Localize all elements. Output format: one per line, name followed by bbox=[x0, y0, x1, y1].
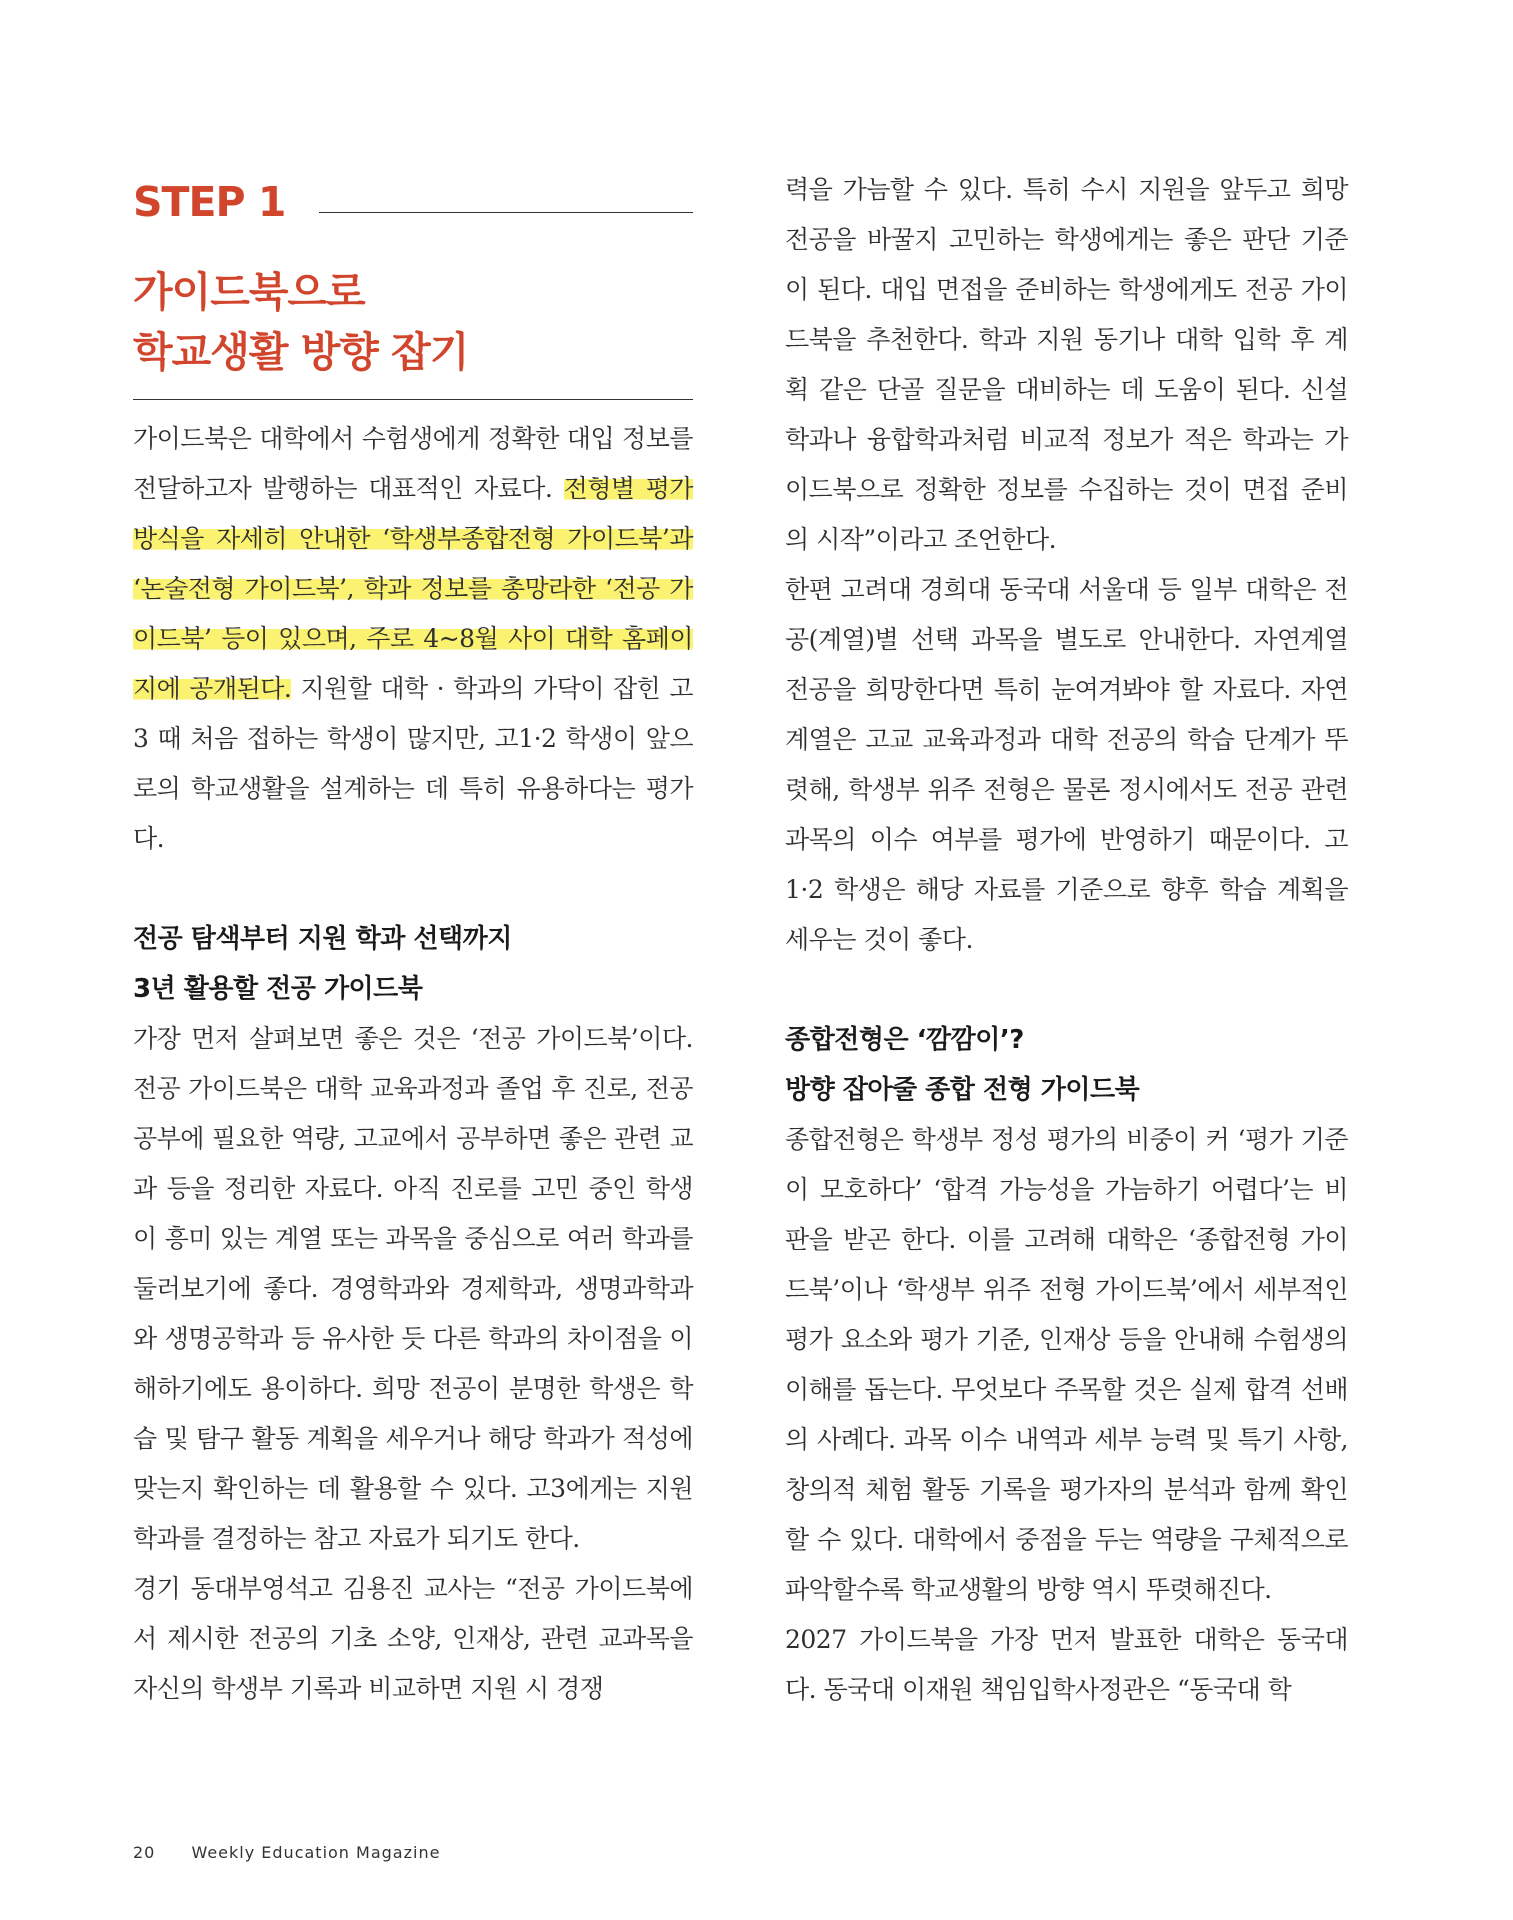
headline-line-2: 학교생활 방향 잡기 bbox=[133, 328, 469, 376]
subheading-comprehensive-line-2: 방향 잡아줄 종합 전형 가이드북 bbox=[785, 1075, 1140, 1105]
dongguk-paragraph: 2027 가이드북을 가장 먼저 발표한 대학은 동국대다. 동국대 이재원 책임입학사정관은 “동국대 학 bbox=[785, 1625, 1348, 1704]
elective-subjects-paragraph: 한편 고려대 경희대 동국대 서울대 등 일부 대학은 전공(계열)별 선택 과목을 별도로 안내한다. 자연계열 전공을 희망한다면 특히 눈여겨봐야 할 자료다. 자연 계열은 고교 교육과정과 대학 전공의 학습 단계가 뚜렷해, 학생부 위주 전형은 물론 정시에서도 전공 관련 과목의 이수 여부를 평가에 반영하기 때문이다. 고1·2 학생은 해당 자료를 기준으로 향후 학습 계획을 세우는 것이 좋다. bbox=[785, 575, 1348, 954]
subheading-major-guidebook-line-2: 3년 활용할 전공 가이드북 bbox=[133, 974, 423, 1004]
spacer bbox=[785, 965, 1348, 1015]
headline-divider bbox=[133, 399, 693, 400]
quote-continuation-paragraph: 력을 가늠할 수 있다. 특히 수시 지원을 앞두고 희망 전공을 바꿀지 고민하는 학생에게는 좋은 판단 기준이 된다. 대입 면접을 준비하는 학생에게도 전공 가이드북을 추천한다. 학과 지원 동기나 대학 입학 후 계획 같은 단골 질문을 대비하는 데 도움이 된다. 신설 학과나 융합학과처럼 비교적 정보가 적은 학과는 가이드북으로 정확한 정보를 수집하는 것이 면접 준비의 시작”이라고 조언한다. bbox=[785, 175, 1348, 554]
comprehensive-guidebook-paragraph: 종합전형은 학생부 정성 평가의 비중이 커 ‘평가 기준이 모호하다’ ‘합격 가능성을 가늠하기 어렵다’는 비판을 받곤 한다. 이를 고려해 대학은 ‘종합전형 가이드북’이나 ‘학생부 위주 전형 가이드북’에서 세부적인 평가 요소와 평가 기준, 인재상 등을 안내해 수험생의 이해를 돕는다. 무엇보다 주목할 것은 실제 합격 선배의 사례다. 과목 이수 내역과 세부 능력 및 특기 사항, 창의적 체험 활동 기록을 평가자의 분석과 함께 확인할 수 있다. 대학에서 중점을 두는 역량을 구체적으로 파악할수록 학교생활의 방향 역시 뚜렷해진다. bbox=[785, 1125, 1348, 1604]
headline-line-1: 가이드북으로 bbox=[133, 268, 365, 316]
page-number: 20 bbox=[133, 1843, 156, 1862]
subheading-major-guidebook-line-1: 전공 탐색부터 지원 학과 선택까지 bbox=[133, 924, 512, 954]
step-divider bbox=[319, 212, 693, 213]
step-header bbox=[133, 172, 693, 232]
highlighted-text: 전형별 평가 방식을 자세히 안내한 ‘학생부종합전형 가이드북’과 ‘논술전형 가이드북’, 학과 정보를 총망라한 ‘전공 가이드북’ 등이 있으며, 주로 4~8월 사이 대학 홈페이지에 공개된다. bbox=[133, 474, 693, 703]
page-footer bbox=[133, 1843, 440, 1862]
right-column bbox=[785, 165, 1348, 1715]
teacher-quote-paragraph: 경기 동대부영석고 김용진 교사는 “전공 가이드북에서 제시한 전공의 기초 소양, 인재상, 관련 교과목을 자신의 학생부 기록과 비교하면 지원 시 경쟁 bbox=[133, 1574, 693, 1703]
magazine-name: Weekly Education Magazine bbox=[191, 1843, 441, 1862]
intro-text-continued: 지원할 대학 · 학과의 가닥이 잡힌 고3 때 처음 접하는 학생이 많지만, 고1·2 학생이 앞으로의 학교생활을 설계하는 데 특히 유용하다는 평가다. bbox=[133, 674, 693, 853]
step-label: STEP 1 bbox=[133, 178, 286, 226]
article-headline bbox=[133, 262, 693, 382]
spacer bbox=[133, 864, 693, 914]
intro-text: 가이드북은 대학에서 수험생에게 정확한 대입 정보를 전달하고자 발행하는 대표적인 자료다. bbox=[133, 424, 693, 503]
subheading-comprehensive-line-1: 종합전형은 ‘깜깜이’? bbox=[785, 1025, 1024, 1055]
left-column bbox=[133, 414, 693, 1714]
major-guidebook-paragraph: 가장 먼저 살펴보면 좋은 것은 ‘전공 가이드북’이다. 전공 가이드북은 대학 교육과정과 졸업 후 진로, 전공 공부에 필요한 역량, 고교에서 공부하면 좋은 관련 교과 등을 정리한 자료다. 아직 진로를 고민 중인 학생이 흥미 있는 계열 또는 과목을 중심으로 여러 학과를 둘러보기에 좋다. 경영학과와 경제학과, 생명과학과와 생명공학과 등 유사한 듯 다른 학과의 차이점을 이해하기에도 용이하다. 희망 전공이 분명한 학생은 학습 및 탐구 활동 계획을 세우거나 해당 학과가 적성에 맞는지 확인하는 데 활용할 수 있다. 고3에게는 지원 학과를 결정하는 참고 자료가 되기도 한다. bbox=[133, 1024, 693, 1553]
intro-paragraph bbox=[133, 414, 693, 864]
